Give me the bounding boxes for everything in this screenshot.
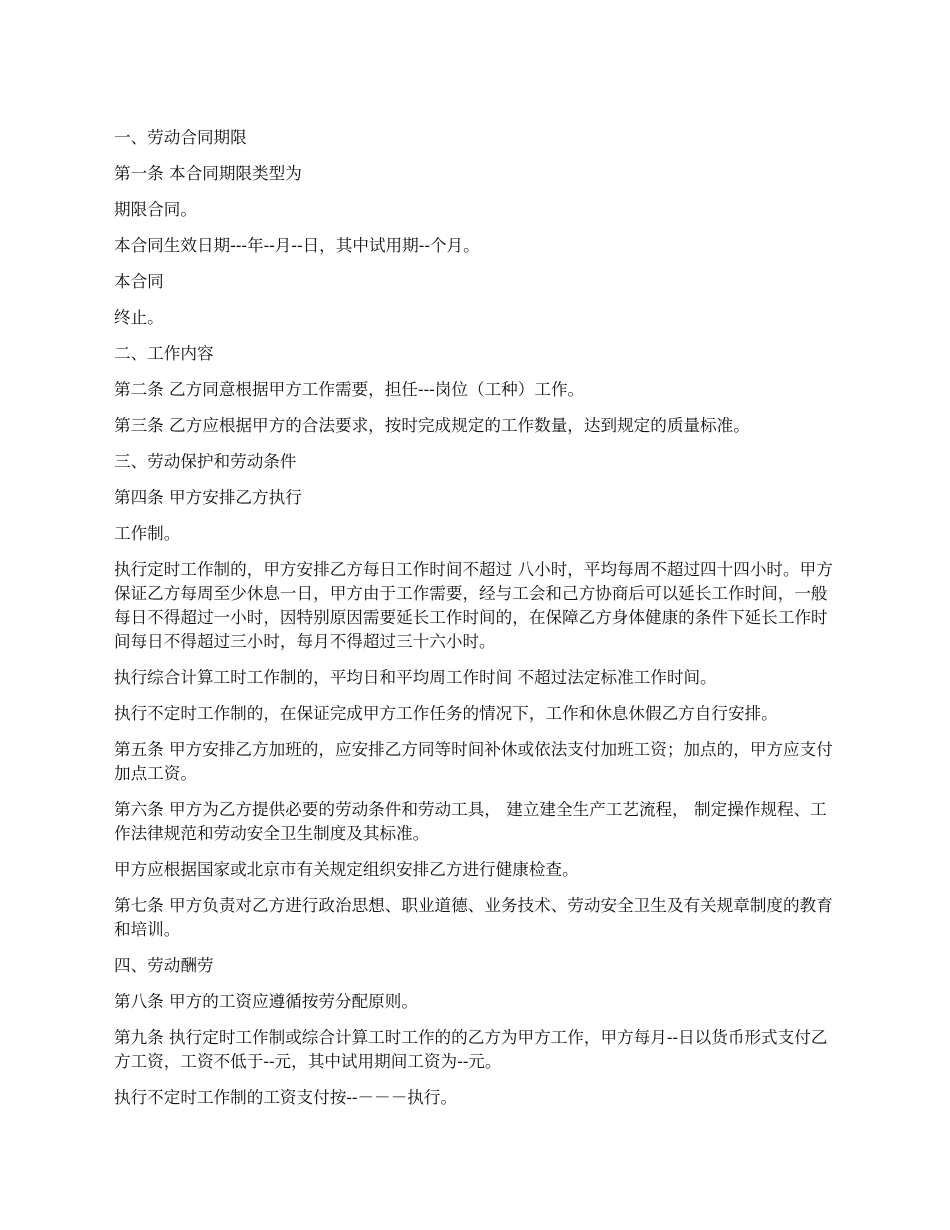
flexible-wage-paragraph: 执行不定时工作制的工资支付按--－－－执行。: [114, 1088, 458, 1107]
article-9: 第九条 执行定时工作制或综合计算工时工作的的乙方为甲方工作，甲方每月--日以货币形式支付乙方工资，工资不低于--元，其中试用期间工资为--元。: [114, 1028, 828, 1071]
effective-date-paragraph: 本合同生效日期---年--月--日，其中试用期--个月。: [114, 236, 480, 255]
article-3: 第三条 乙方应根据甲方的合法要求，按时完成规定的工作数量，达到规定的质量标准。: [114, 416, 750, 435]
section-heading-3: 三、劳动保护和劳动条件: [114, 452, 297, 471]
article-8: 第八条 甲方的工资应遵循按劳分配原则。: [114, 992, 418, 1011]
article-6: 第六条 甲方为乙方提供必要的劳动条件和劳动工具， 建立建全生产工艺流程， 制定操作规程、工作法律规范和劳动安全卫生制度及其标准。: [114, 800, 827, 843]
article-4-continued: 工作制。: [114, 524, 181, 543]
article-4: 第四条 甲方安排乙方执行: [114, 488, 302, 507]
article-2: 第二条 乙方同意根据甲方工作需要，担任---岗位（工种）工作。: [114, 380, 585, 399]
comprehensive-hours-paragraph: 执行综合计算工时工作制的，平均日和平均周工作时间 不超过法定标准工作时间。: [114, 668, 717, 687]
contract-paragraph: 本合同: [114, 272, 164, 291]
article-5: 第五条 甲方安排乙方加班的，应安排乙方同等时间补休或依法支付加班工资；加点的，甲方应支付加点工资。: [114, 740, 833, 783]
health-check-paragraph: 甲方应根据国家或北京市有关规定组织安排乙方进行健康检查。: [114, 860, 579, 879]
fixed-hours-paragraph: 执行定时工作制的，甲方安排乙方每日工作时间不超过 八小时，平均每周不超过四十四小时。甲方保证乙方每周至少休息一日，甲方由于工作需要，经与工会和己方协商后可以延长工作时间，一般每日不得超过一小时，因特别原因需要延长工作时间的，在保障乙方身体健康的条件下延长工作时间每日不得超过三小时，每月不得超过三十六小时。: [114, 560, 833, 651]
contract-document: [114, 126, 842, 1122]
termination-paragraph: 终止。: [114, 308, 164, 327]
flexible-hours-paragraph: 执行不定时工作制的，在保证完成甲方工作任务的情况下，工作和休息休假乙方自行安排。: [114, 704, 778, 723]
section-heading-4: 四、劳动酬劳: [114, 956, 214, 975]
section-heading-2: 二、工作内容: [114, 344, 214, 363]
section-heading-1: 一、劳动合同期限: [114, 128, 247, 147]
article-1-continued: 期限合同。: [114, 200, 197, 219]
article-7: 第七条 甲方负责对乙方进行政治思想、职业道德、业务技术、劳动安全卫生及有关规章制度的教育和培训。: [114, 896, 833, 939]
article-1: 第一条 本合同期限类型为: [114, 164, 302, 183]
